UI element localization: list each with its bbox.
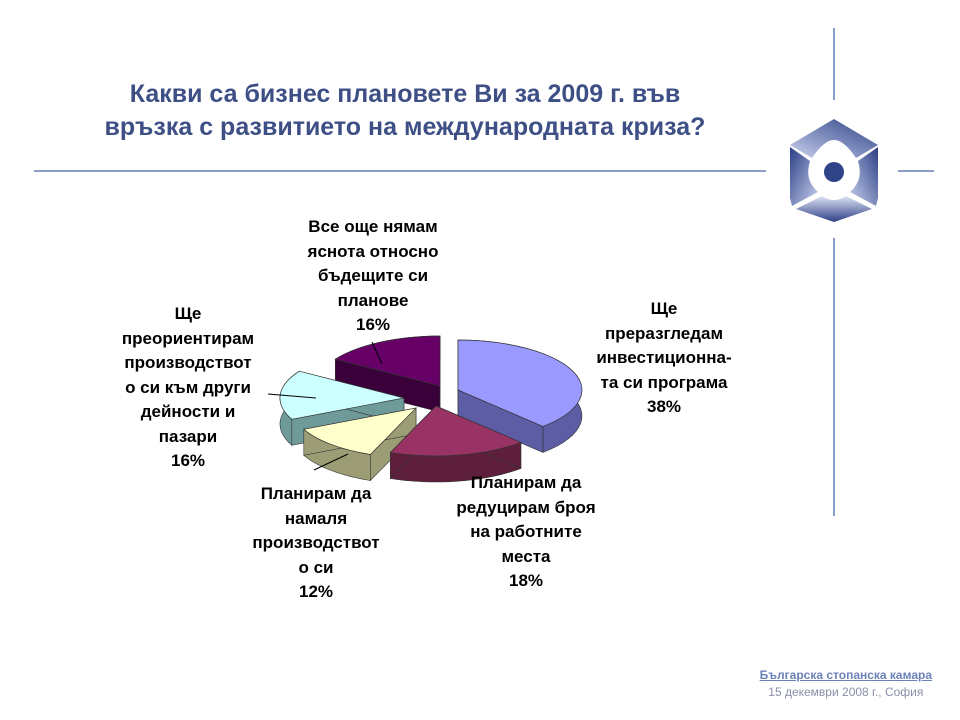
slice-label-1-line: редуцирам броя bbox=[456, 497, 596, 517]
slice-label-0-line: та си програма bbox=[600, 372, 728, 392]
slice-label-4-percent: 16% bbox=[355, 315, 391, 334]
slice-label-1-line: места bbox=[501, 546, 551, 566]
slice-label-1-line: на работните bbox=[470, 522, 582, 541]
slice-label-0-line: преразгледам bbox=[604, 323, 724, 343]
slice-label-1-line: Планирам да bbox=[470, 473, 582, 492]
slice-label-2-percent: 12% bbox=[298, 582, 334, 601]
slice-label-4-line: Все още нямам bbox=[308, 217, 438, 236]
slice-label-4 bbox=[290, 215, 456, 338]
footer bbox=[760, 667, 932, 701]
slice-label-3 bbox=[110, 302, 266, 474]
slice-label-2 bbox=[236, 482, 396, 605]
slice-label-3-percent: 16% bbox=[170, 451, 206, 470]
slide-title-line-1: Какви са бизнес плановете Ви за 2009 г. във bbox=[129, 80, 681, 108]
slice-label-1-percent: 18% bbox=[508, 571, 544, 590]
slice-label-4-line: планове bbox=[337, 290, 409, 310]
slice-label-0-line: Ще bbox=[650, 299, 678, 318]
footer-organization-link[interactable]: Българска стопанска камара bbox=[759, 668, 932, 682]
slice-label-3-line: дейности и bbox=[140, 402, 236, 421]
slice-label-3-line: о си към други bbox=[125, 377, 251, 397]
slice-label-3-line: Ще bbox=[174, 304, 202, 323]
slice-label-4-line: яснота относно bbox=[307, 241, 439, 261]
slice-label-0 bbox=[580, 297, 748, 420]
slice-label-2-line: Планирам да bbox=[260, 484, 372, 503]
slide-title-line-2: връзка с развитието на международната криза? bbox=[104, 113, 706, 141]
slice-label-2-line: производствот bbox=[252, 533, 380, 552]
slice-label-3-line: производствот bbox=[124, 353, 252, 372]
slice-label-2-line: намаля bbox=[284, 508, 348, 528]
slice-label-2-line: о си bbox=[298, 557, 334, 577]
slice-label-0-percent: 38% bbox=[646, 397, 682, 416]
slice-label-1 bbox=[436, 471, 616, 594]
slice-label-3-line: преориентирам bbox=[121, 328, 255, 348]
footer-date: 15 декември 2008 г., София bbox=[768, 685, 924, 699]
slice-label-0-line: инвестиционна- bbox=[596, 348, 732, 367]
slice-label-4-line: бъдещите си bbox=[317, 266, 429, 285]
slice-label-3-line: пазари bbox=[158, 426, 218, 446]
